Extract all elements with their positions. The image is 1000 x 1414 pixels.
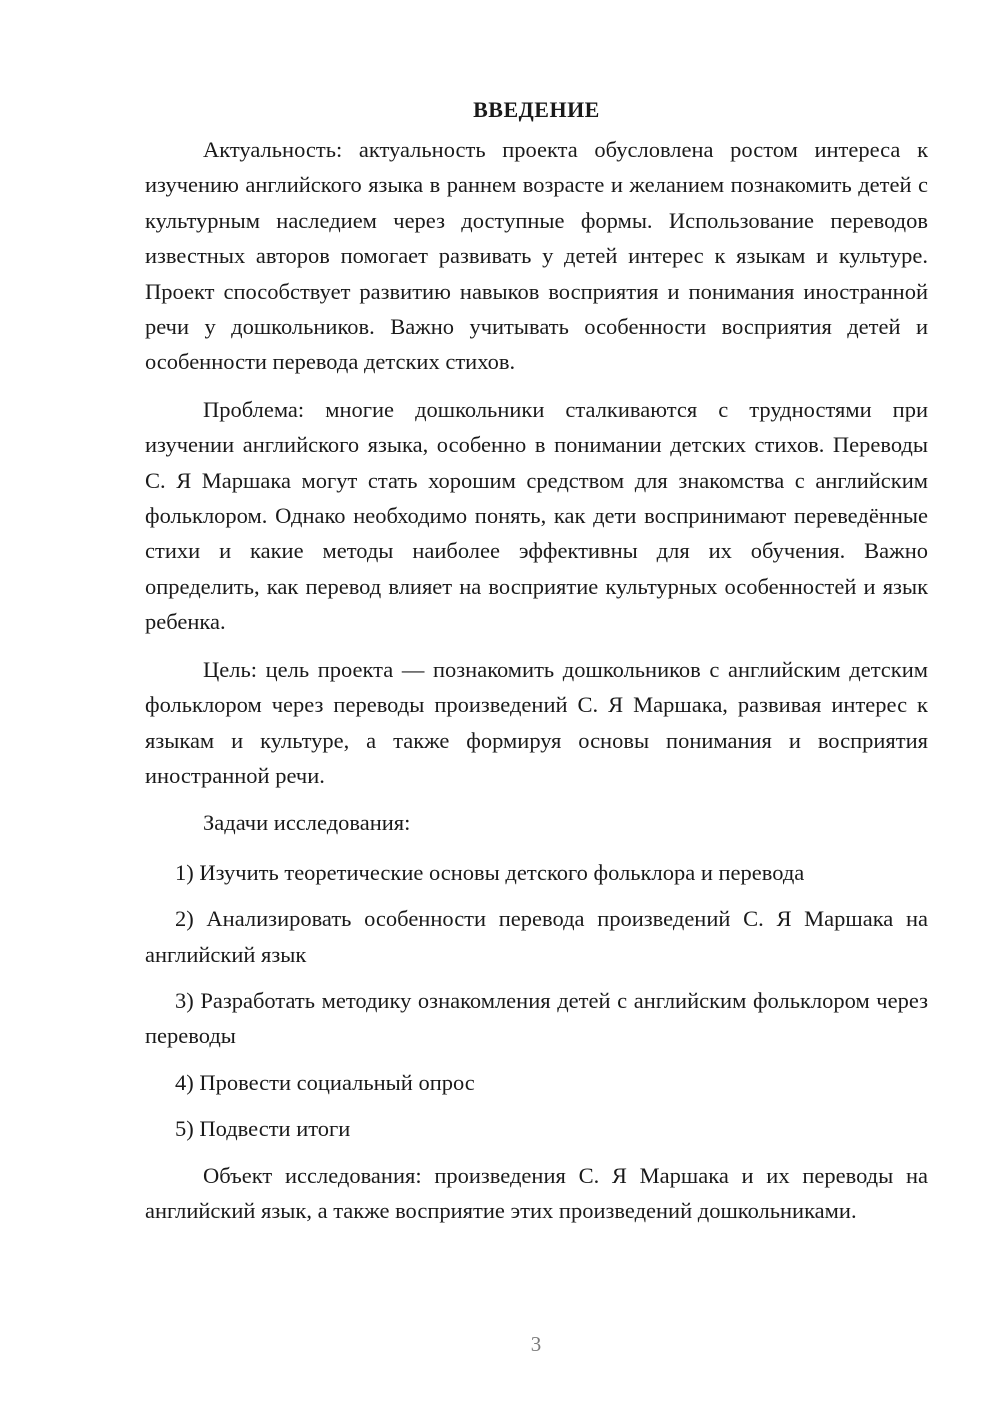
paragraph-problem: Проблема: многие дошкольники сталкиваются с трудностями при изучении английского языка, особенно в понимании детских стихов. Переводы С. Я Маршака могут стать хорошим средством для знакомства с английским фольклором. Однако необходимо понять, как дети воспринимают переведённые стихи и какие методы наиболее эффективны для их обучения. Важно определить, как перевод влияет на восприятие культурных особенностей и язык ребенка. xyxy=(145,396,928,635)
task-list xyxy=(145,855,928,1147)
list-item-task-3: 3) Разработать методику ознакомления детей с английским фольклором через переводы xyxy=(145,987,928,1049)
list-item-task-1: 1) Изучить теоретические основы детского фольклора и перевода xyxy=(175,859,805,885)
list-item-task-2: 2) Анализировать особенности перевода произведений С. Я Маршака на английский язык xyxy=(145,906,928,967)
page-content xyxy=(145,92,928,1240)
paragraph-object: Объект исследования: произведения С. Я Маршака и их переводы на английский язык, а также восприятие этих произведений дошкольниками. xyxy=(145,1162,928,1223)
paragraph-goal: Цель: цель проекта — познакомить дошкольников с английским детским фольклором через переводы произведений С. Я Маршака, развивая интерес к языкам и культуре, а также формируя основы понимания и восприятия иностранной речи. xyxy=(145,656,928,788)
page-title: ВВЕДЕНИЕ xyxy=(473,97,600,122)
paragraph-relevance: Актуальность: актуальность проекта обусловлена ростом интереса к изучению английского языка в раннем возрасте и желанием познакомить детей с культурным наследием через доступные формы. Использование переводов известных авторов помогает развивать у детей интерес к языкам и культуре. Проект способствует развитию навыков восприятия и понимания иностранной речи у дошкольников. Важно учитывать особенности восприятия детей и особенности перевода детских стихов. xyxy=(145,137,928,375)
list-item-task-5: 5) Подвести итоги xyxy=(175,1116,351,1142)
page-number: 3 xyxy=(530,1332,542,1356)
list-item-task-4: 4) Провести социальный опрос xyxy=(175,1069,475,1095)
tasks-heading: Задачи исследования: xyxy=(203,810,411,836)
